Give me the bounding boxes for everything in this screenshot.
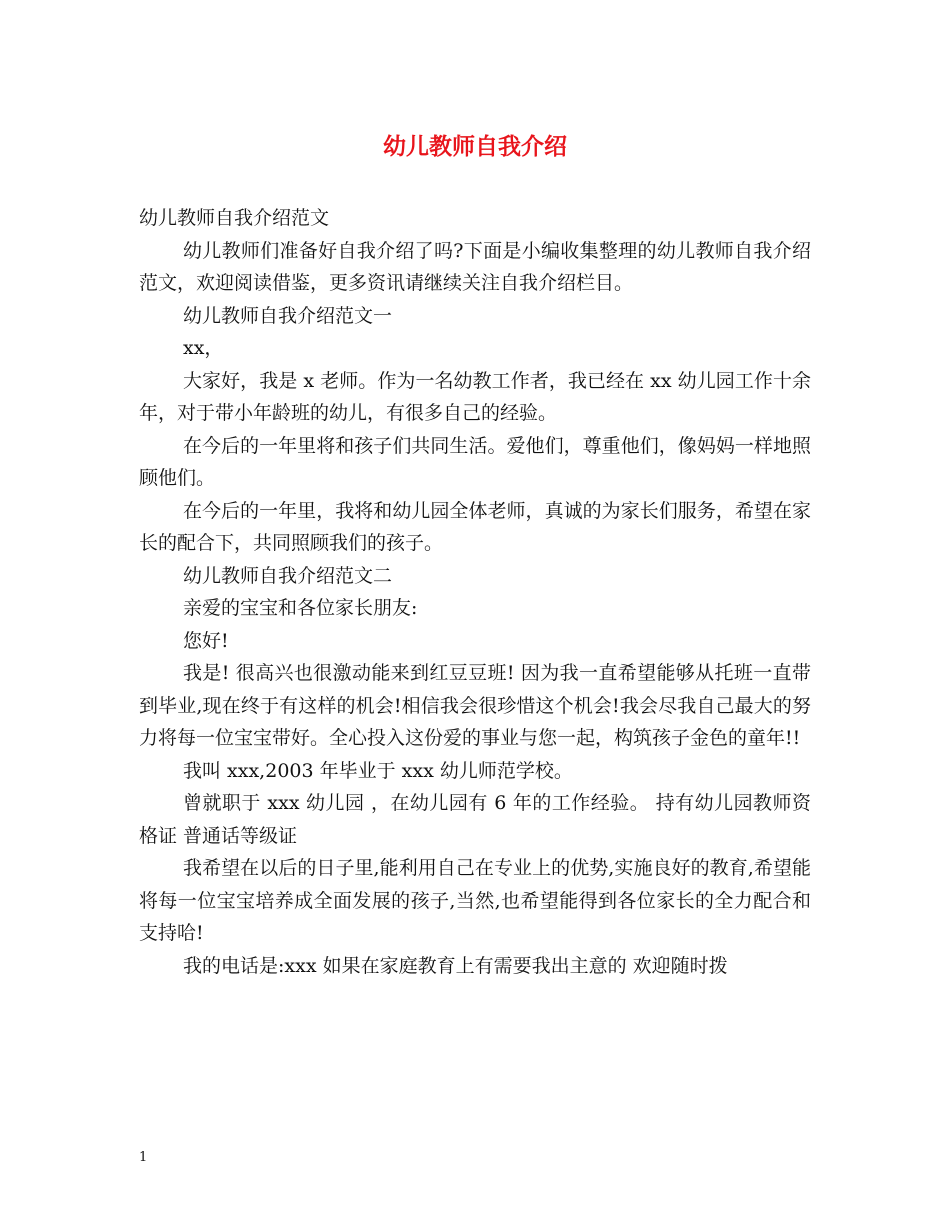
document-body bbox=[139, 202, 811, 982]
paragraph: 您好! bbox=[183, 629, 229, 652]
document-title: 幼儿教师自我介绍 bbox=[383, 134, 567, 160]
paragraph: 幼儿教师自我介绍范文 bbox=[139, 207, 330, 229]
paragraph: 我希望在以后的日子里,能利用自己在专业上的优势,实施良好的教育,希望能将每一位宝宝培养成全面发展的孩子,当然,也希望能得到各位家长的全力配合和支持哈! bbox=[139, 857, 811, 944]
paragraph: 我的电话是:xxx 如果在家庭教育上有需要我出主意的 欢迎随时拨 bbox=[183, 954, 728, 977]
paragraph: 幼儿教师们准备好自我介绍了吗?下面是小编收集整理的幼儿教师自我介绍范文，欢迎阅读借鉴，更多资讯请继续关注自我介绍栏目。 bbox=[139, 239, 811, 294]
paragraph: 亲爱的宝宝和各位家长朋友: bbox=[183, 597, 418, 619]
paragraph: 幼儿教师自我介绍范文一 bbox=[183, 304, 393, 327]
paragraph: 曾就职于 xxx 幼儿园 ，在幼儿园有 6 年的工作经验。 持有幼儿园教师资格证 普通话等级证 bbox=[139, 792, 811, 847]
paragraph: xx， bbox=[183, 337, 224, 359]
paragraph: 我叫 xxx,2003 年毕业于 xxx 幼儿师范学校。 bbox=[183, 759, 573, 782]
paragraph: 大家好，我是 x 老师。作为一名幼教工作者，我已经在 xx 幼儿园工作十余年，对于带小年龄班的幼儿，有很多自己的经验。 bbox=[139, 369, 811, 424]
paragraph: 幼儿教师自我介绍范文二 bbox=[183, 564, 393, 587]
paragraph: 在今后的一年里，我将和幼儿园全体老师，真诚的为家长们服务，希望在家长的配合下，共同照顾我们的孩子。 bbox=[139, 499, 811, 554]
page-number: 1 bbox=[139, 1150, 148, 1165]
paragraph: 在今后的一年里将和孩子们共同生活。爱他们，尊重他们，像妈妈一样地照顾他们。 bbox=[139, 434, 811, 489]
paragraph: 我是! 很高兴也很激动能来到红豆豆班! 因为我一直希望能够从托班一直带到毕业,现在终于有这样的机会!相信我会很珍惜这个机会!我会尽我自己最大的努力将每一位宝宝带好。全心投入这份爱的事业与您一起，构筑孩子金色的童年!! bbox=[139, 662, 811, 749]
